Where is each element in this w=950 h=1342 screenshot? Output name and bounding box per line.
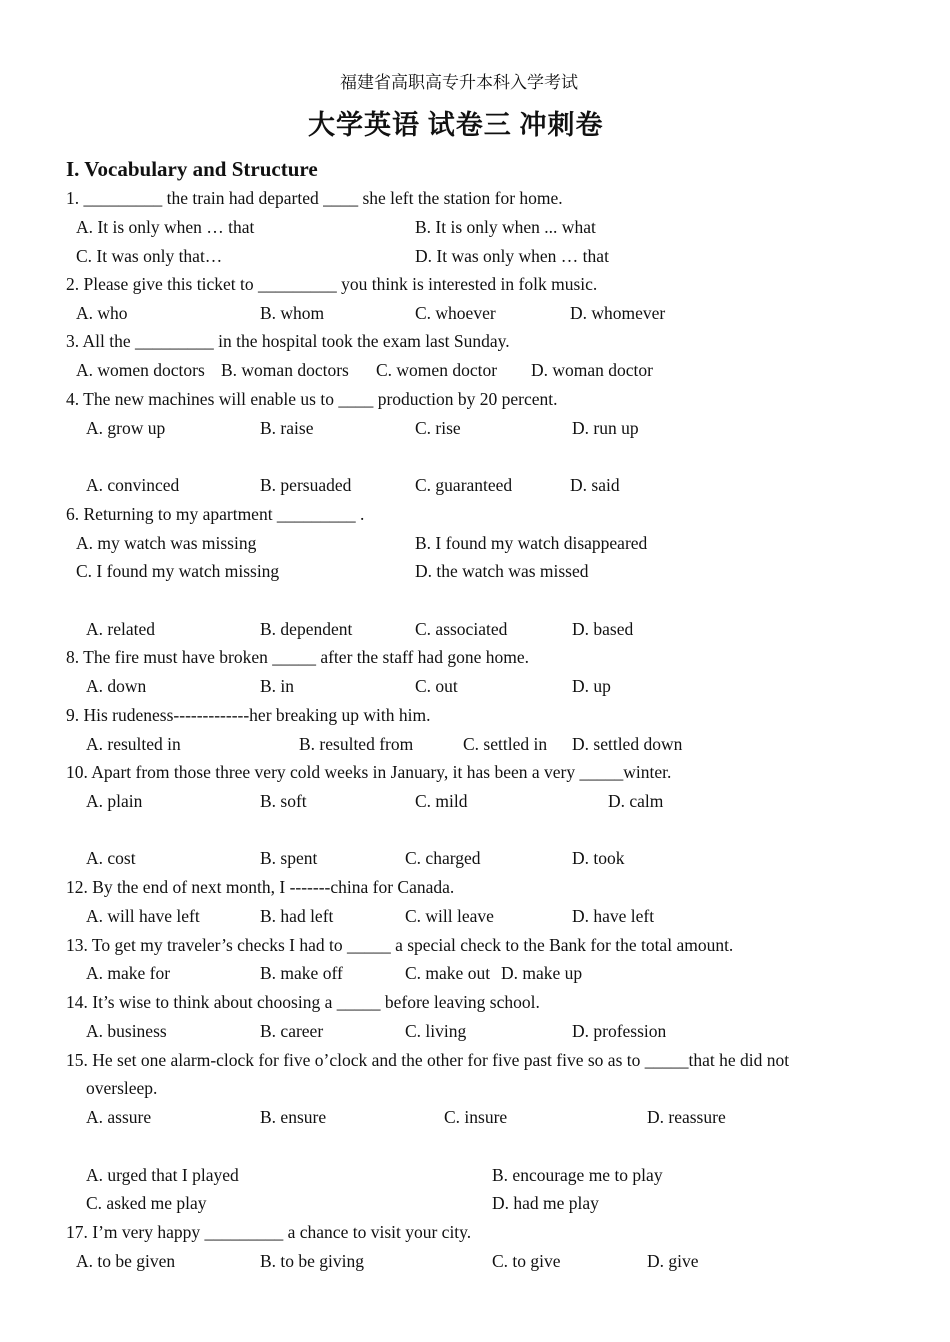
option-b: B. make off bbox=[260, 963, 343, 983]
option-d: D. whomever bbox=[570, 303, 666, 323]
option-b: B. encourage me to play bbox=[492, 1165, 663, 1185]
section-title: I. Vocabulary and Structure bbox=[66, 157, 318, 181]
option-c: C. settled in bbox=[463, 734, 548, 754]
option-c: C. will leave bbox=[405, 906, 494, 926]
option-b: B. woman doctors bbox=[221, 360, 349, 380]
option-a: A. to be given bbox=[76, 1251, 176, 1271]
option-c: C. make out bbox=[405, 963, 491, 983]
question-stem: 15. He set one alarm-clock for five o’clock and the other for five past five so as to _____that he did not bbox=[66, 1050, 790, 1070]
option-a: A. make for bbox=[86, 963, 171, 983]
option-b: B. dependent bbox=[260, 619, 353, 639]
option-d: D. the watch was missed bbox=[415, 561, 589, 581]
option-b: B. in bbox=[260, 676, 295, 696]
question-stem: 6. Returning to my apartment _________ . bbox=[66, 504, 365, 524]
question-stem: 8. The fire must have broken _____ after the staff had gone home. bbox=[66, 647, 529, 667]
option-a: A. down bbox=[86, 676, 147, 696]
option-c: C. out bbox=[415, 676, 458, 696]
option-d: D. reassure bbox=[647, 1107, 726, 1127]
question-stem: 9. His rudeness-------------her breaking up with him. bbox=[66, 705, 431, 725]
question-stem: 2. Please give this ticket to _________ you think is interested in folk music. bbox=[66, 274, 598, 294]
option-d: D. give bbox=[647, 1251, 699, 1271]
option-d: D. It was only when … that bbox=[415, 246, 609, 266]
option-c: C. rise bbox=[415, 418, 461, 438]
option-c: C. to give bbox=[492, 1251, 561, 1271]
option-b: B. soft bbox=[260, 791, 307, 811]
question-stem: 1. _________ the train had departed ____ she left the station for home. bbox=[66, 188, 563, 208]
question-stem: 3. All the _________ in the hospital took the exam last Sunday. bbox=[66, 331, 510, 351]
option-a: A. related bbox=[86, 619, 155, 639]
option-d: D. make up bbox=[501, 963, 583, 983]
option-b: B. had left bbox=[260, 906, 334, 926]
question-stem: 14. It’s wise to think about choosing a _____ before leaving school. bbox=[66, 992, 540, 1012]
option-d: D. profession bbox=[572, 1021, 667, 1041]
option-c: C. I found my watch missing bbox=[76, 561, 280, 581]
exam-supertitle: 福建省高职高专升本科入学考试 bbox=[340, 73, 578, 92]
option-b: B. ensure bbox=[260, 1107, 327, 1127]
option-d: D. based bbox=[572, 619, 634, 639]
option-d: D. run up bbox=[572, 418, 639, 438]
option-c: C. charged bbox=[405, 848, 481, 868]
question-stem: 12. By the end of next month, I -------china for Canada. bbox=[66, 877, 455, 897]
option-b: B. raise bbox=[260, 418, 314, 438]
option-d: D. settled down bbox=[572, 734, 683, 754]
option-c: C. living bbox=[405, 1021, 467, 1041]
option-a: A. assure bbox=[86, 1107, 152, 1127]
question-stem: 10. Apart from those three very cold weeks in January, it has been a very _____winter. bbox=[66, 762, 672, 782]
option-c: C. guaranteed bbox=[415, 475, 513, 495]
exam-title: 大学英语 试卷三 冲刺卷 bbox=[308, 110, 604, 140]
option-a: A. my watch was missing bbox=[76, 533, 257, 553]
option-b: B. to be giving bbox=[260, 1251, 365, 1271]
option-a: A. women doctors bbox=[76, 360, 205, 380]
option-b: B. It is only when ... what bbox=[415, 217, 596, 237]
option-a: A. will have left bbox=[86, 906, 200, 926]
option-b: B. career bbox=[260, 1021, 324, 1041]
option-a: A. urged that I played bbox=[86, 1165, 239, 1185]
option-c: C. associated bbox=[415, 619, 508, 639]
option-c: C. insure bbox=[444, 1107, 508, 1127]
option-a: A. grow up bbox=[86, 418, 166, 438]
option-a: A. It is only when … that bbox=[76, 217, 255, 237]
option-b: B. spent bbox=[260, 848, 318, 868]
option-c: C. mild bbox=[415, 791, 468, 811]
option-c: C. women doctor bbox=[376, 360, 498, 380]
option-b: B. I found my watch disappeared bbox=[415, 533, 648, 553]
option-a: A. cost bbox=[86, 848, 136, 868]
option-b: B. whom bbox=[260, 303, 325, 323]
option-c: C. whoever bbox=[415, 303, 496, 323]
question-stem: 13. To get my traveler’s checks I had to _____ a special check to the Bank for the total amount. bbox=[66, 935, 734, 955]
option-c: C. asked me play bbox=[86, 1193, 207, 1213]
option-d: D. had me play bbox=[492, 1193, 599, 1213]
option-a: A. business bbox=[86, 1021, 167, 1041]
option-a: A. plain bbox=[86, 791, 143, 811]
question-stem-continuation: oversleep. bbox=[86, 1078, 158, 1098]
option-d: D. up bbox=[572, 676, 611, 696]
option-a: A. convinced bbox=[86, 475, 180, 495]
option-d: D. said bbox=[570, 475, 620, 495]
option-d: D. took bbox=[572, 848, 625, 868]
option-d: D. calm bbox=[608, 791, 664, 811]
option-d: D. woman doctor bbox=[531, 360, 653, 380]
option-d: D. have left bbox=[572, 906, 655, 926]
option-b: B. persuaded bbox=[260, 475, 352, 495]
option-a: A. resulted in bbox=[86, 734, 181, 754]
option-c: C. It was only that… bbox=[76, 246, 223, 266]
option-b: B. resulted from bbox=[299, 734, 414, 754]
option-a: A. who bbox=[76, 303, 128, 323]
question-stem: 4. The new machines will enable us to ____ production by 20 percent. bbox=[66, 389, 558, 409]
question-stem: 17. I’m very happy _________ a chance to visit your city. bbox=[66, 1222, 472, 1242]
